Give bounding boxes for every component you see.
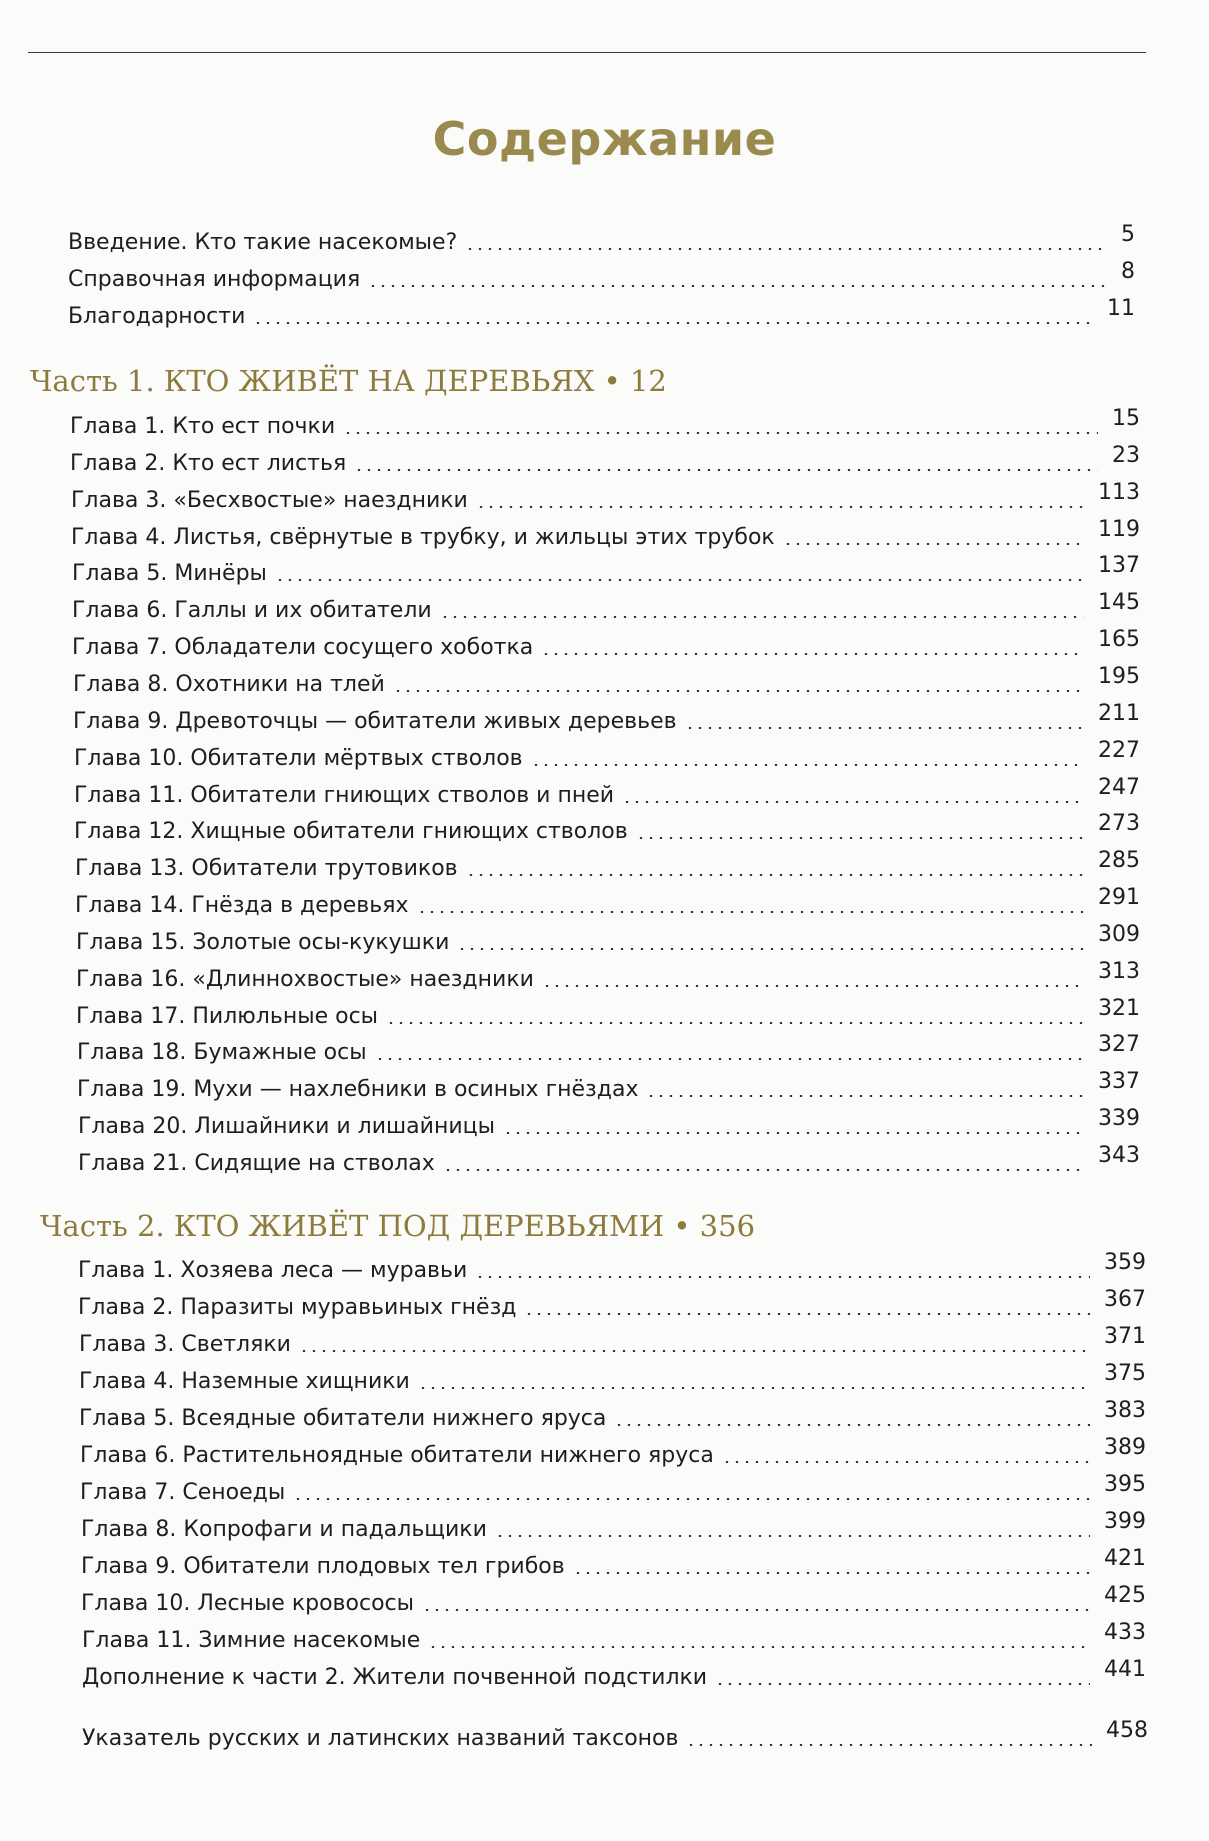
page-number: 5 bbox=[1121, 222, 1135, 247]
entry-title: Глава 9. Древоточцы — обитатели живых деревьев bbox=[73, 708, 677, 734]
dot-leader bbox=[541, 653, 1084, 655]
page-number: 458 bbox=[1106, 1718, 1148, 1743]
chapter-entry[interactable] bbox=[70, 408, 1140, 442]
bullet-separator: • bbox=[664, 1209, 700, 1243]
dot-leader bbox=[503, 1132, 1084, 1134]
bullet-separator: • bbox=[594, 364, 630, 398]
entry-title: Глава 1. Кто ест почки bbox=[70, 414, 336, 439]
dot-leader bbox=[466, 874, 1084, 876]
chapter-entry[interactable] bbox=[76, 958, 1140, 995]
chapter-entry[interactable] bbox=[77, 1034, 1140, 1068]
page-number: 227 bbox=[1098, 737, 1140, 763]
entry-title: Глава 11. Зимние насекомые bbox=[82, 1628, 421, 1653]
chapter-entry[interactable] bbox=[81, 1548, 1146, 1582]
page-title: Содержание bbox=[432, 112, 777, 166]
entry-title: Глава 5. Минёры bbox=[72, 561, 267, 587]
dot-leader bbox=[475, 1276, 1090, 1278]
page-number: 441 bbox=[1104, 1657, 1146, 1682]
page-number: 211 bbox=[1098, 700, 1140, 726]
chapter-entry[interactable] bbox=[70, 442, 1140, 479]
page-number: 273 bbox=[1098, 811, 1140, 837]
entry-title: Глава 7. Сеноеды bbox=[80, 1480, 286, 1505]
page-number: 145 bbox=[1098, 590, 1140, 616]
dot-leader bbox=[542, 985, 1084, 987]
dot-leader bbox=[622, 801, 1084, 803]
chapter-entry[interactable] bbox=[74, 813, 1140, 847]
entry-title: Глава 5. Всеядные обитатели нижнего яруса bbox=[79, 1406, 607, 1431]
entry-title: Глава 1. Хозяева леса — муравьи bbox=[78, 1258, 468, 1283]
entry-title: Глава 4. Листья, свёрнутые в трубку, и жильцы этих трубок bbox=[71, 524, 775, 550]
entry-title: Глава 2. Кто ест листья bbox=[70, 450, 347, 476]
page-number: 23 bbox=[1112, 442, 1140, 468]
dot-leader bbox=[440, 616, 1084, 618]
dot-leader bbox=[253, 322, 1093, 324]
dot-leader bbox=[343, 432, 1098, 434]
entry-title: Глава 19. Мухи — нахлебники в осиных гнёздах bbox=[77, 1077, 639, 1103]
dot-leader bbox=[573, 1572, 1090, 1574]
chapter-entry[interactable] bbox=[82, 1622, 1146, 1656]
entry-title: Глава 6. Растительноядные обитатели нижнего яруса bbox=[80, 1443, 714, 1468]
chapter-entry[interactable] bbox=[81, 1585, 1146, 1619]
chapter-entry[interactable] bbox=[80, 1474, 1146, 1508]
dot-leader bbox=[368, 285, 1107, 287]
entry-title: Глава 10. Обитатели мёртвых стволов bbox=[74, 745, 523, 771]
chapter-entry[interactable] bbox=[78, 1289, 1146, 1323]
page-number: 8 bbox=[1121, 259, 1135, 284]
dot-leader bbox=[422, 1609, 1090, 1611]
page-number: 399 bbox=[1104, 1509, 1146, 1534]
part-title: Часть 1. КТО ЖИВЁТ НА ДЕРЕВЬЯХ bbox=[30, 364, 595, 398]
chapter-entry[interactable] bbox=[79, 1400, 1146, 1434]
page-number: 367 bbox=[1104, 1287, 1146, 1312]
chapter-entry[interactable] bbox=[79, 1326, 1146, 1360]
part-2-heading[interactable] bbox=[40, 1209, 755, 1243]
entry-title: Глава 4. Наземные хищники bbox=[79, 1369, 410, 1394]
dot-leader bbox=[354, 469, 1098, 471]
dot-leader bbox=[636, 837, 1084, 839]
part-page-number: 12 bbox=[629, 364, 667, 398]
dot-leader bbox=[686, 1744, 1092, 1746]
page-number: 421 bbox=[1104, 1546, 1146, 1571]
dot-leader bbox=[457, 948, 1084, 950]
page-number: 285 bbox=[1098, 848, 1140, 874]
page-number: 339 bbox=[1098, 1106, 1140, 1132]
page-number: 337 bbox=[1098, 1069, 1140, 1095]
dot-leader bbox=[465, 248, 1107, 250]
dot-leader bbox=[685, 727, 1084, 729]
chapter-entry[interactable] bbox=[74, 737, 1140, 774]
intro-entry[interactable] bbox=[68, 224, 1135, 258]
chapter-entry[interactable] bbox=[80, 1437, 1146, 1471]
chapter-entry[interactable] bbox=[75, 850, 1140, 884]
dot-leader bbox=[476, 506, 1084, 508]
page-number: 359 bbox=[1104, 1250, 1146, 1275]
entry-title: Справочная информация bbox=[68, 267, 361, 292]
dot-leader bbox=[293, 1498, 1090, 1500]
entry-title: Глава 11. Обитатели гниющих стволов и пней bbox=[74, 782, 615, 808]
chapter-entry[interactable] bbox=[75, 887, 1140, 921]
entry-title: Глава 15. Золотые осы-кукушки bbox=[76, 929, 450, 955]
chapter-entry[interactable] bbox=[74, 774, 1140, 811]
dot-leader bbox=[715, 1683, 1090, 1685]
entry-title: Глава 18. Бумажные осы bbox=[77, 1040, 367, 1066]
dot-leader bbox=[393, 690, 1084, 692]
entry-title: Глава 13. Обитатели трутовиков bbox=[75, 856, 458, 882]
chapter-entry[interactable] bbox=[79, 1363, 1146, 1397]
entry-title: Глава 16. «Длиннохвостые» наездники bbox=[76, 966, 534, 992]
page-number: 313 bbox=[1098, 958, 1140, 984]
part-title: Часть 2. КТО ЖИВЁТ ПОД ДЕРЕВЬЯМИ bbox=[40, 1209, 665, 1243]
intro-entry[interactable] bbox=[68, 261, 1135, 295]
chapter-entry[interactable] bbox=[71, 479, 1140, 516]
page-number: 247 bbox=[1098, 774, 1140, 800]
entry-title: Глава 10. Лесные кровососы bbox=[81, 1591, 414, 1616]
dot-leader bbox=[783, 543, 1084, 545]
entry-title: Глава 3. «Бесхвостые» наездники bbox=[71, 487, 468, 513]
dot-leader bbox=[495, 1535, 1090, 1537]
dot-leader bbox=[375, 1058, 1084, 1060]
chapter-entry[interactable] bbox=[78, 1108, 1140, 1142]
page-number: 165 bbox=[1098, 627, 1140, 653]
chapter-entry[interactable] bbox=[72, 592, 1140, 626]
page-number: 425 bbox=[1104, 1583, 1146, 1608]
entry-title: Глава 21. Сидящие на стволах bbox=[78, 1151, 435, 1176]
page-number: 343 bbox=[1098, 1143, 1140, 1168]
page-number: 389 bbox=[1104, 1435, 1146, 1460]
page-number: 11 bbox=[1107, 296, 1135, 321]
entry-title: Глава 20. Лишайники и лишайницы bbox=[78, 1114, 495, 1140]
page-number: 137 bbox=[1098, 553, 1140, 579]
dot-leader bbox=[443, 1169, 1084, 1171]
page-number: 375 bbox=[1104, 1361, 1146, 1386]
entry-title: Глава 3. Светляки bbox=[79, 1332, 291, 1357]
entry-title: Указатель русских и латинских названий таксонов bbox=[82, 1726, 679, 1751]
chapter-entry[interactable] bbox=[82, 1659, 1146, 1693]
chapter-entry[interactable] bbox=[76, 995, 1140, 1032]
page-number: 395 bbox=[1104, 1472, 1146, 1497]
intro-entry[interactable] bbox=[68, 298, 1135, 332]
entry-title: Глава 7. Обладатели сосущего хоботка bbox=[72, 635, 534, 661]
chapter-entry[interactable] bbox=[78, 1145, 1140, 1179]
chapter-entry[interactable] bbox=[81, 1511, 1146, 1545]
chapter-entry[interactable] bbox=[77, 1071, 1140, 1105]
page-number: 371 bbox=[1104, 1324, 1146, 1349]
dot-leader bbox=[417, 911, 1085, 913]
chapter-entry[interactable] bbox=[73, 700, 1140, 737]
page-number: 195 bbox=[1098, 663, 1140, 689]
chapter-entry[interactable] bbox=[72, 629, 1140, 663]
top-rule bbox=[28, 52, 1146, 53]
page-number: 321 bbox=[1098, 995, 1140, 1021]
page-number: 433 bbox=[1104, 1620, 1146, 1645]
entry-title: Благодарности bbox=[68, 304, 246, 329]
dot-leader bbox=[722, 1461, 1090, 1463]
entry-title: Глава 14. Гнёзда в деревьях bbox=[75, 893, 409, 919]
chapter-entry[interactable] bbox=[76, 921, 1140, 958]
entry-title: Дополнение к части 2. Жители почвенной подстилки bbox=[82, 1665, 708, 1690]
part-page-number: 356 bbox=[699, 1209, 756, 1243]
part-1-heading[interactable] bbox=[30, 364, 667, 398]
entry-title: Глава 6. Галлы и их обитатели bbox=[72, 598, 432, 624]
page-number: 119 bbox=[1098, 516, 1140, 542]
dot-leader bbox=[428, 1646, 1090, 1648]
dot-leader bbox=[646, 1095, 1084, 1097]
chapter-entry[interactable] bbox=[73, 663, 1140, 700]
dot-leader bbox=[531, 764, 1084, 766]
entry-title: Глава 8. Копрофаги и падальщики bbox=[81, 1517, 487, 1542]
chapter-entry[interactable] bbox=[78, 1252, 1146, 1286]
page-number: 15 bbox=[1112, 406, 1140, 431]
dot-leader bbox=[614, 1424, 1090, 1426]
dot-leader bbox=[386, 1022, 1084, 1024]
chapter-entry[interactable] bbox=[72, 555, 1140, 589]
dot-leader bbox=[275, 579, 1084, 581]
chapter-entry[interactable] bbox=[71, 516, 1140, 553]
entry-title: Глава 9. Обитатели плодовых тел грибов bbox=[81, 1554, 565, 1579]
page-number: 327 bbox=[1098, 1032, 1140, 1058]
entry-title: Глава 2. Паразиты муравьиных гнёзд bbox=[78, 1295, 517, 1320]
page-number: 113 bbox=[1098, 479, 1140, 505]
index-entry[interactable] bbox=[82, 1720, 1148, 1754]
dot-leader bbox=[418, 1387, 1090, 1389]
page-number: 309 bbox=[1098, 921, 1140, 947]
page-number: 291 bbox=[1098, 885, 1140, 911]
entry-title: Глава 8. Охотники на тлей bbox=[73, 671, 385, 697]
entry-title: Глава 12. Хищные обитатели гниющих стволов bbox=[74, 819, 628, 845]
dot-leader bbox=[524, 1313, 1090, 1315]
entry-title: Введение. Кто такие насекомые? bbox=[68, 230, 458, 255]
entry-title: Глава 17. Пилюльные осы bbox=[76, 1003, 379, 1029]
dot-leader bbox=[299, 1350, 1090, 1352]
page-number: 383 bbox=[1104, 1398, 1146, 1423]
